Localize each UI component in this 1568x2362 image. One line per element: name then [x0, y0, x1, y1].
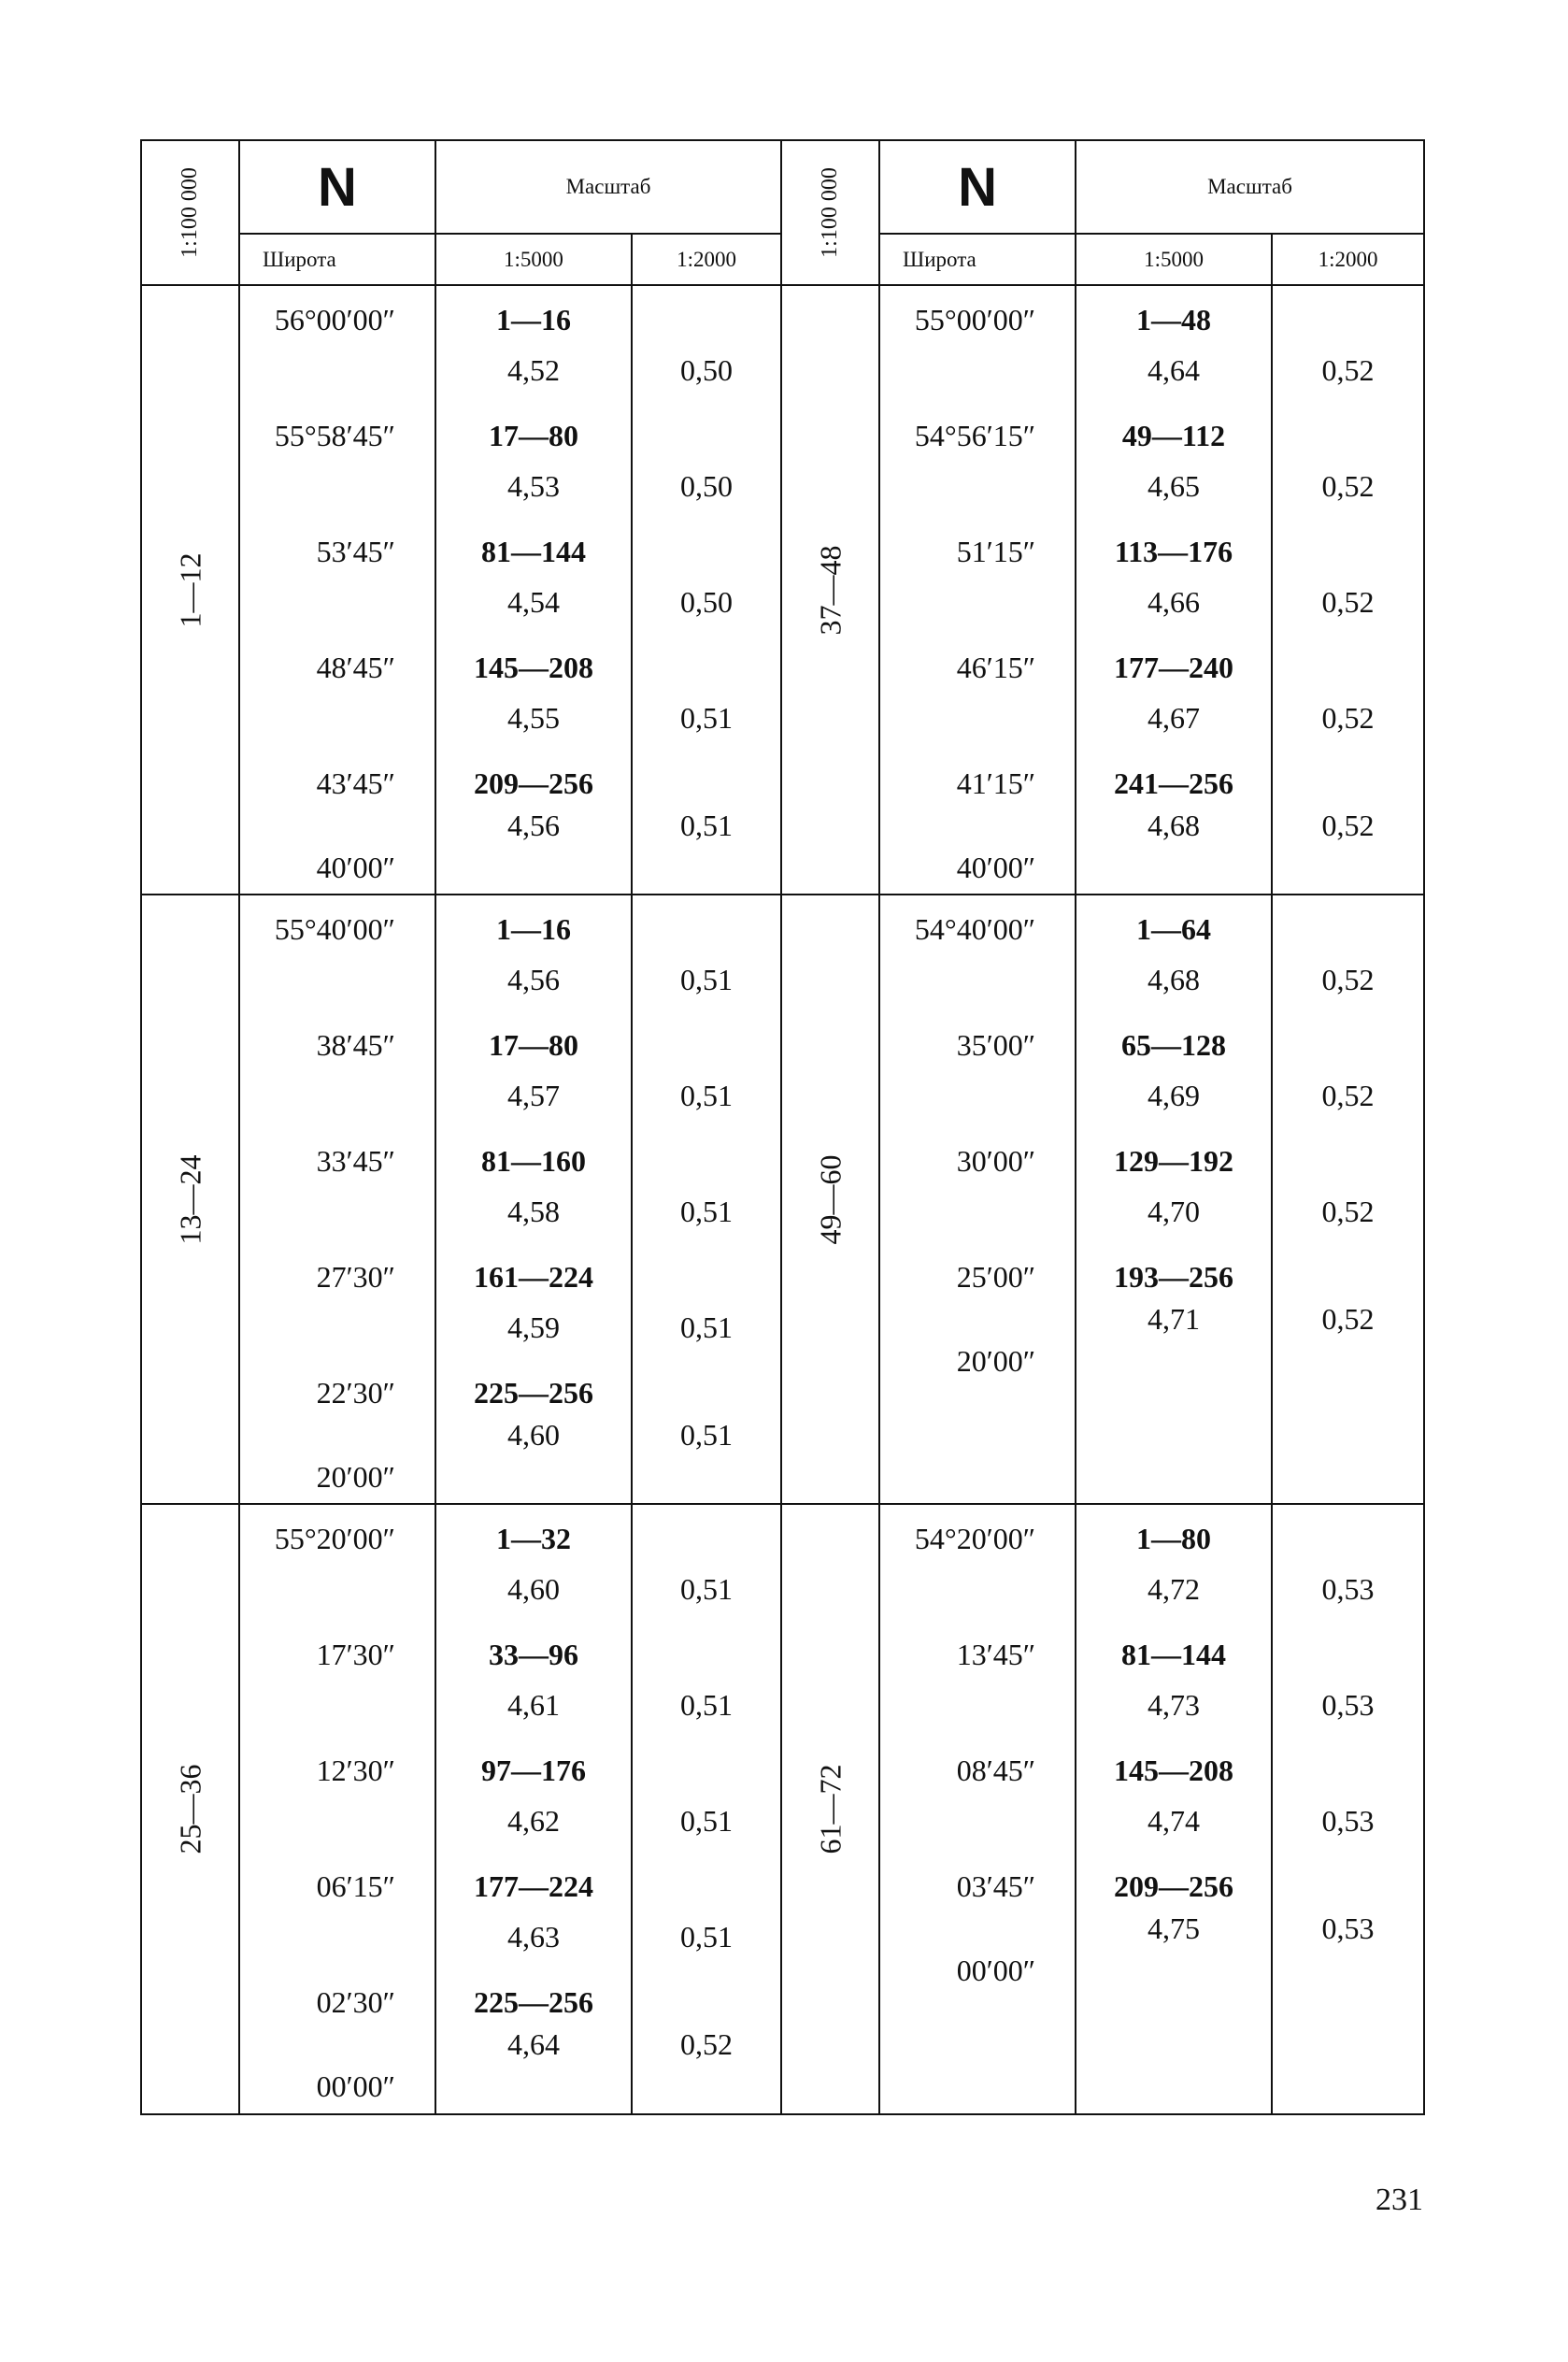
- latitude-cell: [879, 895, 1076, 1504]
- latitude-value: 40′00″: [956, 851, 1036, 884]
- latitude-value: 54°20′00″: [914, 1522, 1036, 1555]
- header-masshtab-right: Масштаб: [1076, 140, 1424, 234]
- scale-2000-value: 0,53: [1321, 1911, 1375, 1945]
- scale-2000-value: 0,53: [1321, 1572, 1375, 1606]
- latitude-value: 41′15″: [956, 766, 1036, 800]
- scale-2000-value: 0,51: [680, 701, 733, 735]
- latitude-value: 54°56′15″: [914, 419, 1036, 452]
- latitude-value: 02′30″: [316, 1985, 395, 2019]
- scale-2000-value: 0,51: [680, 1572, 733, 1606]
- scale-5000-cell: [435, 1504, 632, 2114]
- scale-2000-cell: [1272, 895, 1424, 1504]
- scale-5000-value: 4,63: [507, 1920, 560, 1954]
- sheet-range: 81—160: [481, 1144, 586, 1178]
- scale-5000-value: 4,61: [507, 1688, 560, 1722]
- scale-5000-value: 4,55: [507, 701, 560, 735]
- latitude-value: 20′00″: [316, 1460, 395, 1494]
- scale-5000-value: 4,64: [1147, 353, 1201, 387]
- sheet-range: 33—96: [489, 1638, 578, 1671]
- scale-5000-value: 4,64: [507, 2027, 560, 2061]
- latitude-value: 51′15″: [956, 535, 1036, 568]
- sheet-range: 1—48: [1136, 303, 1212, 336]
- latitude-value: 06′15″: [316, 1869, 395, 1903]
- latitude-value: 33′45″: [316, 1144, 395, 1178]
- sheet-range: 1—32: [496, 1522, 571, 1555]
- sheet-range: 225—256: [474, 1985, 593, 2019]
- latitude-value: 00′00″: [316, 2069, 395, 2103]
- header-scale-left: 1:100 000: [141, 140, 239, 285]
- header-scale-right: 1:100 000: [781, 140, 879, 285]
- header-shirota-left: Широта: [239, 234, 435, 285]
- latitude-cell: [879, 285, 1076, 895]
- scale-5000-value: 4,71: [1147, 1302, 1201, 1336]
- sheet-range: 1—80: [1136, 1522, 1212, 1555]
- latitude-scale-table: [140, 139, 1425, 2115]
- sheet-range: 129—192: [1114, 1144, 1234, 1178]
- header-col-5000-right: 1:5000: [1076, 234, 1272, 285]
- sheet-range: 1—16: [496, 912, 571, 946]
- latitude-value: 48′45″: [316, 651, 395, 684]
- scale-2000-value: 0,50: [680, 353, 733, 387]
- sheet-range: 81—144: [481, 535, 586, 568]
- scale-5000-value: 4,66: [1147, 585, 1201, 619]
- scale-2000-value: 0,51: [680, 1804, 733, 1838]
- scale-2000-cell: [632, 1504, 781, 2114]
- scale-2000-value: 0,51: [680, 1079, 733, 1112]
- scale-5000-value: 4,73: [1147, 1688, 1201, 1722]
- scale-5000-cell: [1076, 285, 1272, 895]
- sheet-range: 97—176: [481, 1754, 586, 1787]
- scale-5000-value: 4,69: [1147, 1079, 1201, 1112]
- scale-5000-value: 4,70: [1147, 1195, 1201, 1228]
- latitude-value: 54°40′00″: [914, 912, 1036, 946]
- scale-5000-cell: [435, 285, 632, 895]
- scale-2000-value: 0,51: [680, 809, 733, 842]
- scale-5000-value: 4,68: [1147, 963, 1201, 996]
- latitude-value: 35′00″: [956, 1028, 1036, 1062]
- sheet-range: 17—80: [489, 419, 578, 452]
- latitude-value: 03′45″: [956, 1869, 1036, 1903]
- latitude-value: 08′45″: [956, 1754, 1036, 1787]
- scale-2000-cell: [1272, 285, 1424, 895]
- header-n-left: N: [239, 140, 435, 234]
- scale-2000-value: 0,52: [1321, 585, 1375, 619]
- scale-5000-value: 4,67: [1147, 701, 1201, 735]
- range-cell: 13—24: [141, 895, 239, 1504]
- scale-5000-value: 4,68: [1147, 809, 1201, 842]
- scale-5000-value: 4,59: [507, 1310, 560, 1344]
- sheet-range: 177—224: [474, 1869, 593, 1903]
- range-cell: 49—60: [781, 895, 879, 1504]
- latitude-cell: [239, 1504, 435, 2114]
- latitude-value: 46′15″: [956, 651, 1036, 684]
- scale-2000-value: 0,51: [680, 1195, 733, 1228]
- latitude-value: 55°40′00″: [274, 912, 395, 946]
- sheet-range: 17—80: [489, 1028, 578, 1062]
- header-col-2000-right: 1:2000: [1272, 234, 1424, 285]
- sheet-range: 177—240: [1114, 651, 1234, 684]
- scale-2000-cell: [1272, 1504, 1424, 2114]
- scale-5000-value: 4,60: [507, 1418, 560, 1452]
- header-masshtab-left: Масштаб: [435, 140, 781, 234]
- sheet-range: 161—224: [474, 1260, 593, 1294]
- scale-5000-value: 4,72: [1147, 1572, 1201, 1606]
- latitude-value: 40′00″: [316, 851, 395, 884]
- latitude-value: 43′45″: [316, 766, 395, 800]
- sheet-range: 145—208: [1114, 1754, 1234, 1787]
- latitude-value: 38′45″: [316, 1028, 395, 1062]
- scale-5000-value: 4,62: [507, 1804, 560, 1838]
- header-col-5000-left: 1:5000: [435, 234, 632, 285]
- latitude-value: 53′45″: [316, 535, 395, 568]
- latitude-value: 30′00″: [956, 1144, 1036, 1178]
- sheet-range: 209—256: [474, 766, 593, 800]
- latitude-value: 17′30″: [316, 1638, 395, 1671]
- sheet-range: 193—256: [1114, 1260, 1234, 1294]
- scale-2000-value: 0,53: [1321, 1804, 1375, 1838]
- scale-2000-value: 0,51: [680, 1920, 733, 1954]
- range-cell: 1—12: [141, 285, 239, 895]
- latitude-value: 55°20′00″: [274, 1522, 395, 1555]
- range-cell: 25—36: [141, 1504, 239, 2114]
- latitude-value: 12′30″: [316, 1754, 395, 1787]
- scale-2000-value: 0,52: [1321, 1302, 1375, 1336]
- sheet-range: 225—256: [474, 1376, 593, 1410]
- sheet-range: 209—256: [1114, 1869, 1234, 1903]
- scale-5000-value: 4,57: [507, 1079, 560, 1112]
- scale-5000-value: 4,56: [507, 963, 560, 996]
- sheet-range: 65—128: [1121, 1028, 1227, 1062]
- scale-2000-value: 0,52: [1321, 963, 1375, 996]
- scale-2000-cell: [632, 285, 781, 895]
- scale-5000-cell: [1076, 895, 1272, 1504]
- scale-2000-value: 0,50: [680, 469, 733, 503]
- scale-2000-value: 0,52: [1321, 1079, 1375, 1112]
- scale-5000-value: 4,65: [1147, 469, 1201, 503]
- sheet-range: 241—256: [1114, 766, 1234, 800]
- scale-2000-value: 0,52: [1321, 1195, 1375, 1228]
- scale-2000-value: 0,50: [680, 585, 733, 619]
- latitude-cell: [879, 1504, 1076, 2114]
- page-number: 231: [1376, 2183, 1423, 2217]
- scale-2000-value: 0,51: [680, 1418, 733, 1452]
- scale-5000-value: 4,52: [507, 353, 560, 387]
- latitude-value: 00′00″: [956, 1954, 1036, 1987]
- scale-5000-cell: [1076, 1504, 1272, 2114]
- latitude-value: 13′45″: [956, 1638, 1036, 1671]
- latitude-value: 55°00′00″: [914, 303, 1036, 336]
- scale-2000-value: 0,53: [1321, 1688, 1375, 1722]
- range-cell: 61—72: [781, 1504, 879, 2114]
- latitude-value: 56°00′00″: [274, 303, 395, 336]
- scale-2000-value: 0,51: [680, 1688, 733, 1722]
- latitude-cell: [239, 285, 435, 895]
- scale-2000-value: 0,51: [680, 1310, 733, 1344]
- latitude-value: 27′30″: [316, 1260, 395, 1294]
- scale-2000-value: 0,52: [1321, 469, 1375, 503]
- scale-5000-value: 4,75: [1147, 1911, 1201, 1945]
- sheet-range: 145—208: [474, 651, 593, 684]
- sheet-range: 113—176: [1114, 535, 1233, 568]
- latitude-cell: [239, 895, 435, 1504]
- sheet-range: 1—16: [496, 303, 571, 336]
- latitude-value: 55°58′45″: [274, 419, 395, 452]
- scale-5000-cell: [435, 895, 632, 1504]
- scale-2000-value: 0,51: [680, 963, 733, 996]
- scale-2000-cell: [632, 895, 781, 1504]
- header-col-2000-left: 1:2000: [632, 234, 781, 285]
- header-n-right: N: [879, 140, 1076, 234]
- scale-2000-value: 0,52: [1321, 353, 1375, 387]
- scale-5000-value: 4,56: [507, 809, 560, 842]
- latitude-value: 22′30″: [316, 1376, 395, 1410]
- latitude-value: 20′00″: [956, 1344, 1036, 1378]
- scale-5000-value: 4,60: [507, 1572, 560, 1606]
- sheet-range: 81—144: [1121, 1638, 1227, 1671]
- scale-5000-value: 4,74: [1147, 1804, 1201, 1838]
- scale-2000-value: 0,52: [680, 2027, 733, 2061]
- scale-5000-value: 4,54: [507, 585, 560, 619]
- sheet-range: 49—112: [1121, 419, 1226, 452]
- scale-5000-value: 4,58: [507, 1195, 560, 1228]
- latitude-value: 25′00″: [956, 1260, 1036, 1294]
- range-cell: 37—48: [781, 285, 879, 895]
- scale-2000-value: 0,52: [1321, 809, 1375, 842]
- sheet-range: 1—64: [1136, 912, 1212, 946]
- scale-2000-value: 0,52: [1321, 701, 1375, 735]
- scale-5000-value: 4,53: [507, 469, 560, 503]
- header-shirota-right: Широта: [879, 234, 1076, 285]
